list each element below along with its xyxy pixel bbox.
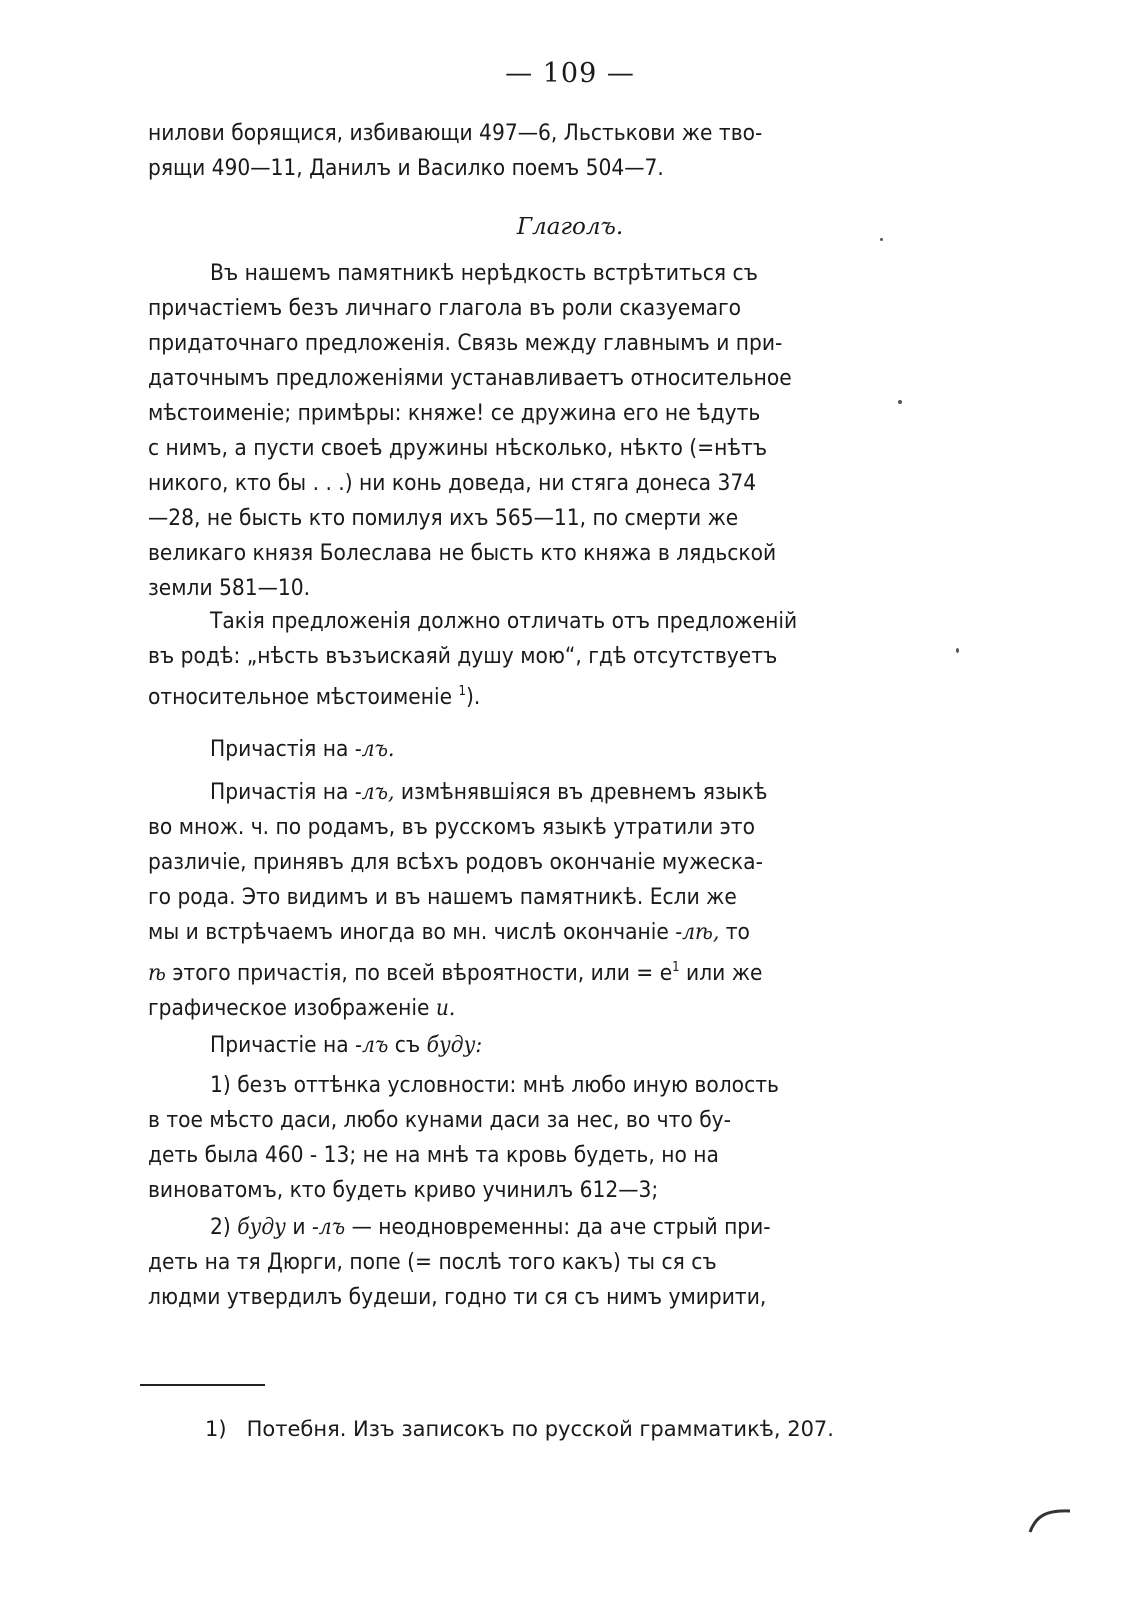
footnote-text: Потебня. Изъ записокъ по русской грамматикѣ, 207. xyxy=(246,1417,834,1441)
text-line: с нимъ, а пусти своеѣ дружины нѣсколько, нѣкто (=нѣтъ xyxy=(148,435,768,461)
text-fragment: и xyxy=(292,1214,306,1240)
text-fragment: относительное мѣстоименіе xyxy=(148,684,453,710)
text-line: —28, не бысть кто помилуя ихъ 565—11, по смерти же xyxy=(148,505,739,531)
text-line: 1) безъ оттѣнка условности: мнѣ любо иную волость xyxy=(210,1072,779,1098)
text-fragment: или же xyxy=(686,960,763,986)
text-fragment: — неодновременны: да аче стрый при- xyxy=(351,1214,771,1240)
text-fragment: этого причастія, по всей вѣроятности, или = е xyxy=(172,960,673,986)
subheading-text: буду: xyxy=(426,1032,483,1058)
text-fragment: ѣ xyxy=(148,960,166,986)
section-title: Глаголъ. xyxy=(516,214,624,240)
text-fragment: -лѣ, xyxy=(675,919,720,945)
text-line: даточнымъ предложеніями устанавливаетъ относительное xyxy=(148,365,792,391)
text-line xyxy=(148,1210,888,1245)
text-fragment: мы и встрѣчаемъ иногда во мн. числѣ окончаніе xyxy=(148,919,669,945)
subheading-participle-budu xyxy=(210,1032,482,1058)
text-line: деть была 460 - 13; не на мнѣ та кровь будеть, но на xyxy=(148,1142,719,1168)
list-item-1 xyxy=(148,1068,888,1208)
text-fragment: 2) xyxy=(210,1214,231,1240)
subheading-text: Причастія на xyxy=(210,736,349,762)
page-number: — 109 — xyxy=(505,58,635,89)
text-line: земли 581—10. xyxy=(148,575,311,601)
subheading-text: -лъ xyxy=(355,1032,389,1058)
subheading-text: съ xyxy=(394,1032,421,1058)
opening-paragraph xyxy=(148,116,888,186)
subheading-suffix: -лъ. xyxy=(354,736,395,762)
text-line: никого, кто бы . . .) ни конь доведа, ни стяга донеса 374 xyxy=(148,470,757,496)
subheading-text: Причастіе на xyxy=(210,1032,349,1058)
text-fragment: и. xyxy=(435,995,456,1021)
text-line: въ родѣ: „нѣсть възъискаяй душу мою“, гдѣ отсутствуетъ xyxy=(148,643,778,669)
footnote-reference[interactable]: 1 xyxy=(458,684,466,699)
text-line: в тое мѣсто даси, любо кунами даси за нес, во что бу- xyxy=(148,1107,731,1133)
text-line xyxy=(148,915,888,950)
scan-speck xyxy=(880,238,883,241)
text-line xyxy=(148,950,888,991)
text-line: Въ нашемъ памятникѣ нерѣдкость встрѣтиться съ xyxy=(210,260,758,286)
text-fragment: -лъ, xyxy=(354,779,395,805)
text-line: придаточнаго предложенія. Связь между главнымъ и при- xyxy=(148,330,783,356)
text-fragment: ). xyxy=(465,684,481,710)
paragraph-participles-gender xyxy=(148,775,888,1026)
text-line: рящи 490—11, Данилъ и Василко поемъ 504—7. xyxy=(148,155,664,181)
text-line: Такія предложенія должно отличать отъ предложеній xyxy=(210,608,798,634)
text-fragment: -лъ xyxy=(311,1214,346,1240)
paragraph-distinguish xyxy=(148,604,888,715)
superscript: 1 xyxy=(672,960,680,975)
text-line: виноватомъ, кто будеть криво учинилъ 612—3; xyxy=(148,1177,659,1203)
text-line xyxy=(148,991,888,1026)
text-line: различіе, принявъ для всѣхъ родовъ окончаніе мужеска- xyxy=(148,849,763,875)
text-line xyxy=(148,775,888,810)
text-line: причастіемъ безъ личнаго глагола въ роли сказуемаго xyxy=(148,295,742,321)
scan-speck xyxy=(898,400,902,404)
pen-stroke-mark xyxy=(1026,1506,1074,1536)
list-item-2 xyxy=(148,1210,888,1315)
text-fragment: Причастія на xyxy=(210,779,349,805)
text-line: во множ. ч. по родамъ, въ русскомъ языкѣ утратили это xyxy=(148,814,755,840)
subheading-participles xyxy=(210,736,394,762)
text-line: великаго князя Болеслава не бысть кто княжа в лядьской xyxy=(148,540,777,566)
footnote-divider xyxy=(140,1384,265,1386)
text-line: нилови борящися, избивающи 497—6, Льстькови же тво- xyxy=(148,120,763,146)
text-fragment: измѣнявшіяся въ древнемъ языкѣ xyxy=(400,779,768,805)
text-fragment: то xyxy=(725,919,750,945)
footnote-marker: 1) xyxy=(205,1417,227,1441)
text-fragment: графическое изображеніе xyxy=(148,995,430,1021)
text-line: людми утвердилъ будеши, годно ти ся съ нимъ умирити, xyxy=(148,1284,767,1310)
text-line: го рода. Это видимъ и въ нашемъ памятникѣ. Если же xyxy=(148,884,737,910)
text-line: мѣстоименіе; примѣры: княже! се дружина его не ѣдуть xyxy=(148,400,761,426)
text-line xyxy=(148,674,888,715)
paragraph-participle-predicate xyxy=(148,256,888,606)
text-fragment: буду xyxy=(237,1214,286,1240)
scan-speck xyxy=(956,648,959,653)
footnote xyxy=(205,1417,834,1441)
text-line: деть на тя Дюрги, попе (= послѣ того какъ) ты ся съ xyxy=(148,1249,717,1275)
